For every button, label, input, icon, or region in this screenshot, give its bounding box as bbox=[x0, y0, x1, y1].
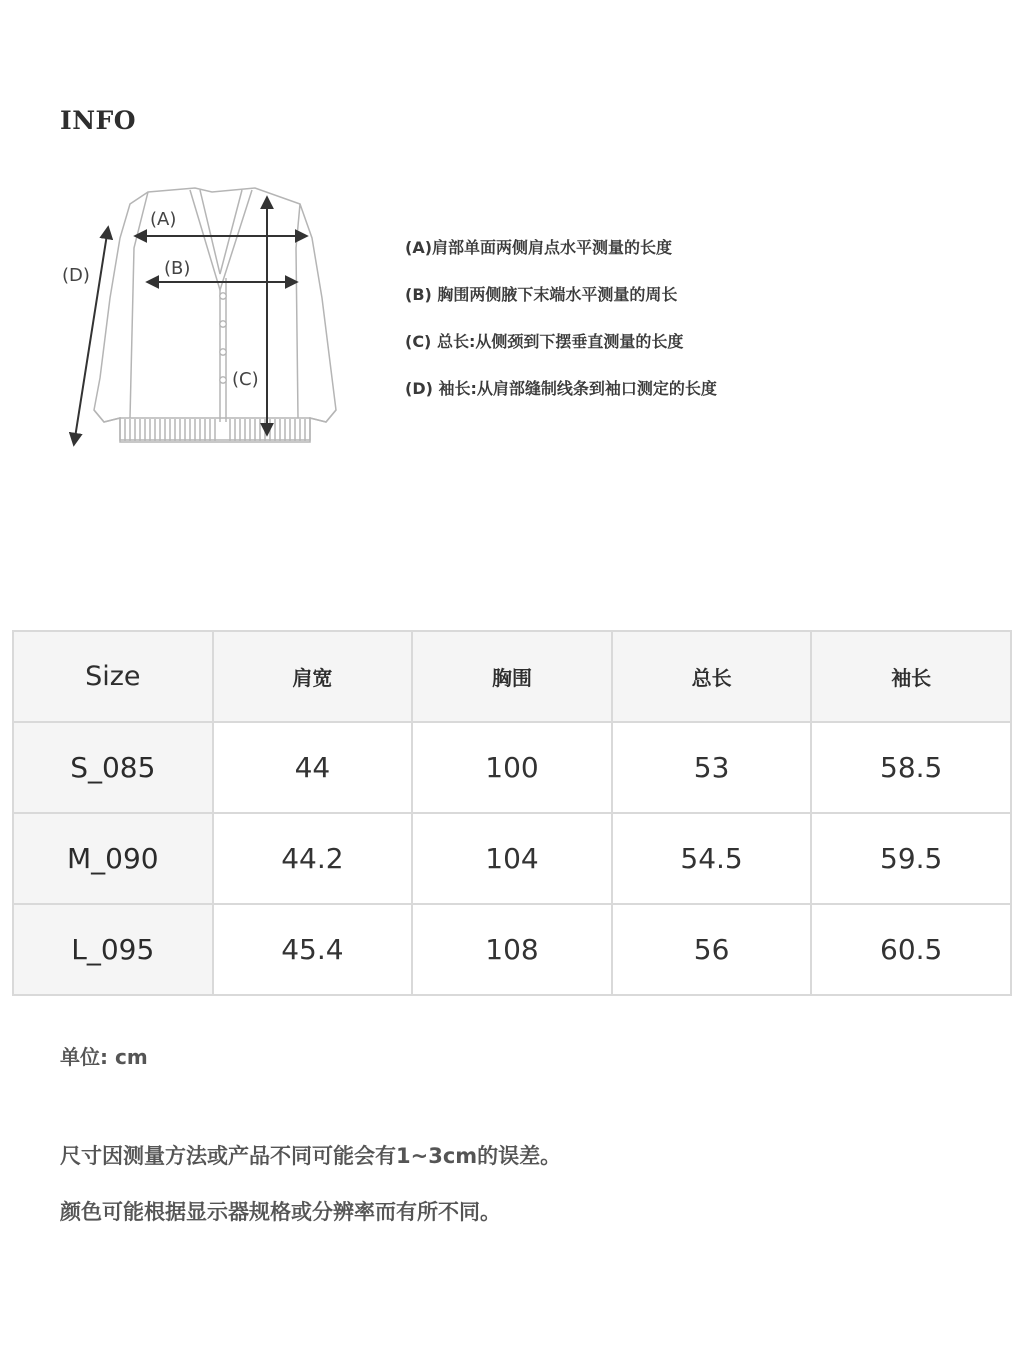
info-title: INFO bbox=[60, 106, 137, 135]
legend-item-a: (A)肩部单面两侧肩点水平测量的长度 bbox=[405, 238, 673, 257]
header-shoulder: 肩宽 bbox=[213, 631, 413, 722]
note-color-difference: 颜色可能根据显示器规格或分辨率而有所不同。 bbox=[60, 1200, 501, 1224]
label-d: (D) bbox=[62, 265, 90, 286]
size-label: L_095 bbox=[13, 904, 213, 995]
table-cell: 59.5 bbox=[811, 813, 1011, 904]
table-cell: 45.4 bbox=[213, 904, 413, 995]
header-size: Size bbox=[13, 631, 213, 722]
label-b: (B) bbox=[164, 258, 191, 279]
header-chest: 胸围 bbox=[412, 631, 612, 722]
size-table bbox=[12, 630, 1012, 996]
note-measurement-error: 尺寸因测量方法或产品不同可能会有1~3cm的误差。 bbox=[60, 1144, 562, 1168]
cardigan-measurement-diagram bbox=[50, 178, 360, 468]
legend-item-b: (B) 胸围两侧腋下末端水平测量的周长 bbox=[405, 285, 678, 304]
table-header-row bbox=[13, 631, 1011, 722]
measure-d-arrow bbox=[74, 228, 108, 444]
table-cell: 104 bbox=[412, 813, 612, 904]
unit-label: 单位: cm bbox=[60, 1045, 148, 1069]
table-cell: 53 bbox=[612, 722, 812, 813]
cardigan-outline bbox=[94, 188, 336, 442]
size-label: S_085 bbox=[13, 722, 213, 813]
legend-item-c: (C) 总长:从侧颈到下摆垂直测量的长度 bbox=[405, 332, 684, 351]
table-row bbox=[13, 904, 1011, 995]
table-cell: 108 bbox=[412, 904, 612, 995]
label-c: (C) bbox=[232, 369, 259, 390]
measurement-legend bbox=[405, 236, 717, 424]
table-cell: 54.5 bbox=[612, 813, 812, 904]
header-sleeve: 袖长 bbox=[811, 631, 1011, 722]
label-a: (A) bbox=[150, 209, 177, 230]
table-row bbox=[13, 722, 1011, 813]
table-cell: 44 bbox=[213, 722, 413, 813]
size-label: M_090 bbox=[13, 813, 213, 904]
table-cell: 44.2 bbox=[213, 813, 413, 904]
button-group bbox=[220, 293, 226, 383]
table-cell: 60.5 bbox=[811, 904, 1011, 995]
legend-item-d: (D) 袖长:从肩部缝制线条到袖口测定的长度 bbox=[405, 379, 717, 398]
table-row bbox=[13, 813, 1011, 904]
table-cell: 56 bbox=[612, 904, 812, 995]
table-cell: 58.5 bbox=[811, 722, 1011, 813]
table-cell: 100 bbox=[412, 722, 612, 813]
header-length: 总长 bbox=[612, 631, 812, 722]
